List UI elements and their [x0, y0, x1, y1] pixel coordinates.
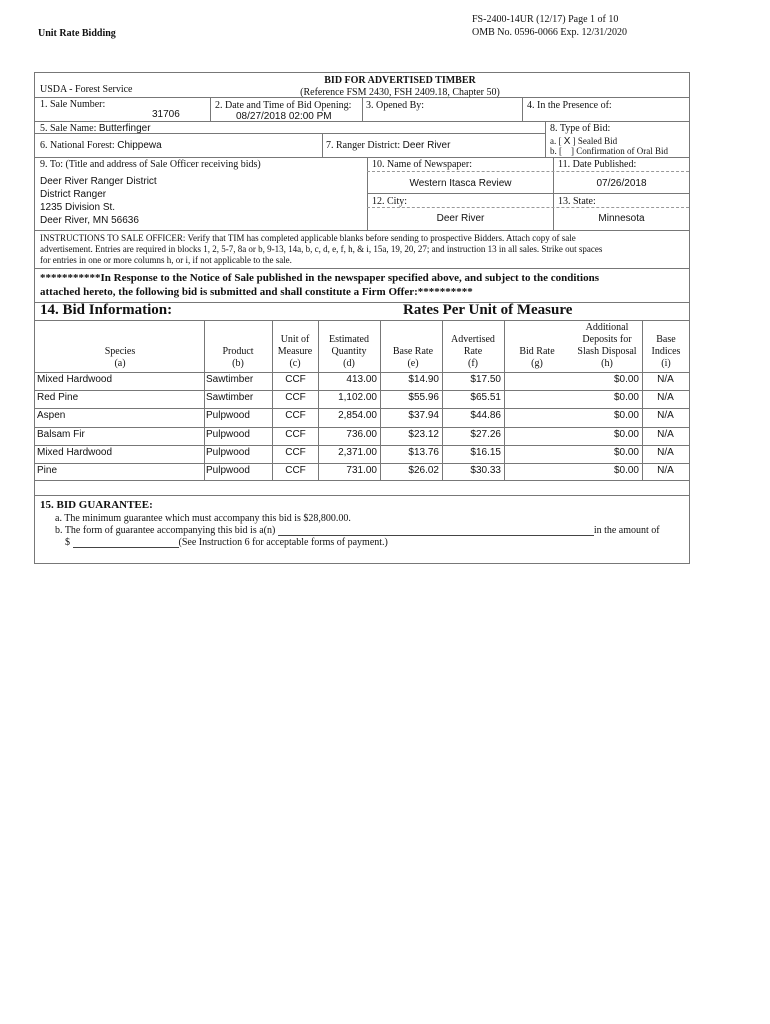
base-index-cell: N/A	[657, 429, 674, 440]
state-value[interactable]: Minnesota	[598, 213, 645, 224]
quantity-cell: 736.00	[346, 429, 377, 440]
sale-officer-instructions: INSTRUCTIONS TO SALE OFFICER: Verify that TIM has completed applicable blanks before sending to prospective Bidders. Attach copy of sale advertisement. Entries are required in blocks 1, 2, 5-7, 8a or b, 9-13, 14a, b, c, d, e, f, h, & i, 15a, 19, 20, 27; and instruction 13 in all sales. Strike out spaces for entries in one or more columns h, or i, if not applicable to the sale.	[40, 233, 603, 265]
state-label: 13. State:	[558, 196, 596, 207]
form-title: Unit Rate Bidding	[38, 28, 116, 39]
quantity-cell: 731.00	[346, 465, 377, 476]
advertised-rate-cell: $65.51	[470, 392, 501, 403]
column-header-slash-deposits: Additional Deposits for Slash Disposal (h)	[577, 322, 637, 369]
base-rate-cell: $23.12	[408, 429, 439, 440]
bid-opening-label: 2. Date and Time of Bid Opening:	[215, 100, 352, 111]
product-cell: Pulpwood	[206, 447, 250, 458]
unit-cell: CCF	[285, 392, 306, 403]
slash-deposit-cell: $0.00	[613, 410, 639, 421]
firm-offer-statement: ***********In Response to the Notice of Sale published in the newspaper specified above, and subject to the conditions attached hereto, the following bid is submitted and shall constitute a Firm Offer:**********	[40, 272, 600, 298]
sale-officer-label: 9. To: (Title and address of Sale Officer receiving bids)	[40, 159, 261, 170]
column-header-quantity: Estimated Quantity (d)	[329, 334, 369, 369]
species-cell: Mixed Hardwood	[37, 447, 113, 458]
national-forest-value[interactable]: Chippewa	[117, 140, 162, 151]
bid-type-label: 8. Type of Bid:	[550, 123, 611, 134]
species-cell: Pine	[37, 465, 58, 476]
national-forest-label: 6. National Forest: Chippewa	[40, 140, 162, 151]
unit-cell: CCF	[285, 465, 306, 476]
advertised-rate-cell: $27.26	[470, 429, 501, 440]
column-header-unit: Unit of Measure (c)	[277, 334, 313, 369]
bid-type-sealed[interactable]: a. [ X ] Sealed Bid	[550, 136, 618, 147]
document-title: BID FOR ADVERTISED TIMBER	[324, 75, 476, 86]
minimum-guarantee-text: a. The minimum guarantee which must accompany this bid is $28,800.00.	[55, 513, 351, 524]
species-cell: Aspen	[37, 410, 66, 421]
ranger-district-label: 7. Ranger District: Deer River	[326, 140, 451, 151]
product-cell: Pulpwood	[206, 465, 250, 476]
guarantee-amount-line: $ (See Instruction 6 for acceptable forms of payment.)	[65, 537, 388, 548]
column-header-species: Species (a)	[104, 346, 136, 369]
city-value[interactable]: Deer River	[436, 213, 485, 224]
base-index-cell: N/A	[657, 392, 674, 403]
address-line: District Ranger	[40, 189, 107, 200]
city-label: 12. City:	[372, 196, 408, 207]
omb-number: OMB No. 0596-0066 Exp. 12/31/2020	[472, 27, 627, 38]
guarantee-form-line: b. The form of guarantee accompanying this bid is a(n) in the amount of	[55, 525, 660, 536]
presence-label: 4. In the Presence of:	[527, 100, 612, 111]
base-index-cell: N/A	[657, 410, 674, 421]
product-cell: Sawtimber	[206, 374, 254, 385]
species-cell: Red Pine	[37, 392, 79, 403]
column-header-bid-rate: Bid Rate (g)	[519, 346, 555, 369]
unit-cell: CCF	[285, 429, 306, 440]
bid-opening-value[interactable]: 08/27/2018 02:00 PM	[236, 111, 332, 122]
bid-guarantee-heading: 15. BID GUARANTEE:	[40, 499, 153, 511]
base-rate-cell: $26.02	[408, 465, 439, 476]
sale-name-value[interactable]: Butterfinger	[98, 123, 151, 134]
form-number: FS-2400-14UR (12/17) Page 1 of 10	[472, 14, 619, 25]
unit-cell: CCF	[285, 374, 306, 385]
agency-name: USDA - Forest Service	[40, 84, 133, 95]
product-cell: Pulpwood	[206, 410, 250, 421]
base-rate-cell: $13.76	[408, 447, 439, 458]
base-index-cell: N/A	[657, 465, 674, 476]
quantity-cell: 2,371.00	[338, 447, 377, 458]
opened-by-label: 3. Opened By:	[366, 100, 425, 111]
newspaper-label: 10. Name of Newspaper:	[372, 159, 472, 170]
quantity-cell: 1,102.00	[338, 392, 377, 403]
sale-name-label: 5. Sale Name: Butterfinger	[40, 123, 151, 134]
quantity-cell: 2,854.00	[338, 410, 377, 421]
address-line: 1235 Division St.	[40, 202, 116, 213]
guarantee-form-input[interactable]	[278, 525, 594, 536]
bid-type-oral[interactable]: b. [ ] Confirmation of Oral Bid	[550, 146, 668, 156]
sale-number-label: 1. Sale Number:	[40, 99, 106, 110]
advertised-rate-cell: $30.33	[470, 465, 501, 476]
base-index-cell: N/A	[657, 374, 674, 385]
base-rate-cell: $37.94	[408, 410, 439, 421]
base-rate-cell: $14.90	[408, 374, 439, 385]
column-header-advertised-rate: Advertised Rate (f)	[451, 334, 495, 369]
sale-officer-address[interactable]	[40, 175, 157, 227]
advertised-rate-cell: $17.50	[470, 374, 501, 385]
address-line: Deer River, MN 56636	[40, 215, 139, 226]
sealed-bid-checkmark: X	[563, 136, 571, 147]
column-header-base-indices: Base Indices (i)	[651, 334, 681, 369]
ranger-district-value[interactable]: Deer River	[402, 140, 451, 151]
bid-information-heading: 14. Bid Information:	[40, 302, 173, 318]
rates-heading: Rates Per Unit of Measure	[403, 302, 573, 318]
guarantee-amount-input[interactable]	[73, 537, 179, 548]
document-reference: (Reference FSM 2430, FSH 2409.18, Chapter 50)	[300, 87, 500, 98]
date-published-value[interactable]: 07/26/2018	[596, 178, 647, 189]
advertised-rate-cell: $16.15	[470, 447, 501, 458]
unit-cell: CCF	[285, 447, 306, 458]
base-rate-cell: $55.96	[408, 392, 439, 403]
quantity-cell: 413.00	[346, 374, 377, 385]
slash-deposit-cell: $0.00	[613, 392, 639, 403]
advertised-rate-cell: $44.86	[470, 410, 501, 421]
unit-cell: CCF	[285, 410, 306, 421]
slash-deposit-cell: $0.00	[613, 447, 639, 458]
slash-deposit-cell: $0.00	[613, 465, 639, 476]
column-header-base-rate: Base Rate (e)	[392, 346, 434, 369]
newspaper-value[interactable]: Western Itasca Review	[409, 178, 512, 189]
species-cell: Mixed Hardwood	[37, 374, 113, 385]
slash-deposit-cell: $0.00	[613, 429, 639, 440]
product-cell: Sawtimber	[206, 392, 254, 403]
column-header-product: Product (b)	[222, 346, 254, 369]
product-cell: Pulpwood	[206, 429, 250, 440]
date-published-label: 11. Date Published:	[558, 159, 637, 170]
base-index-cell: N/A	[657, 447, 674, 458]
address-line: Deer River Ranger District	[40, 176, 157, 187]
sale-number-value[interactable]: 31706	[152, 109, 180, 120]
slash-deposit-cell: $0.00	[613, 374, 639, 385]
species-cell: Balsam Fir	[37, 429, 85, 440]
